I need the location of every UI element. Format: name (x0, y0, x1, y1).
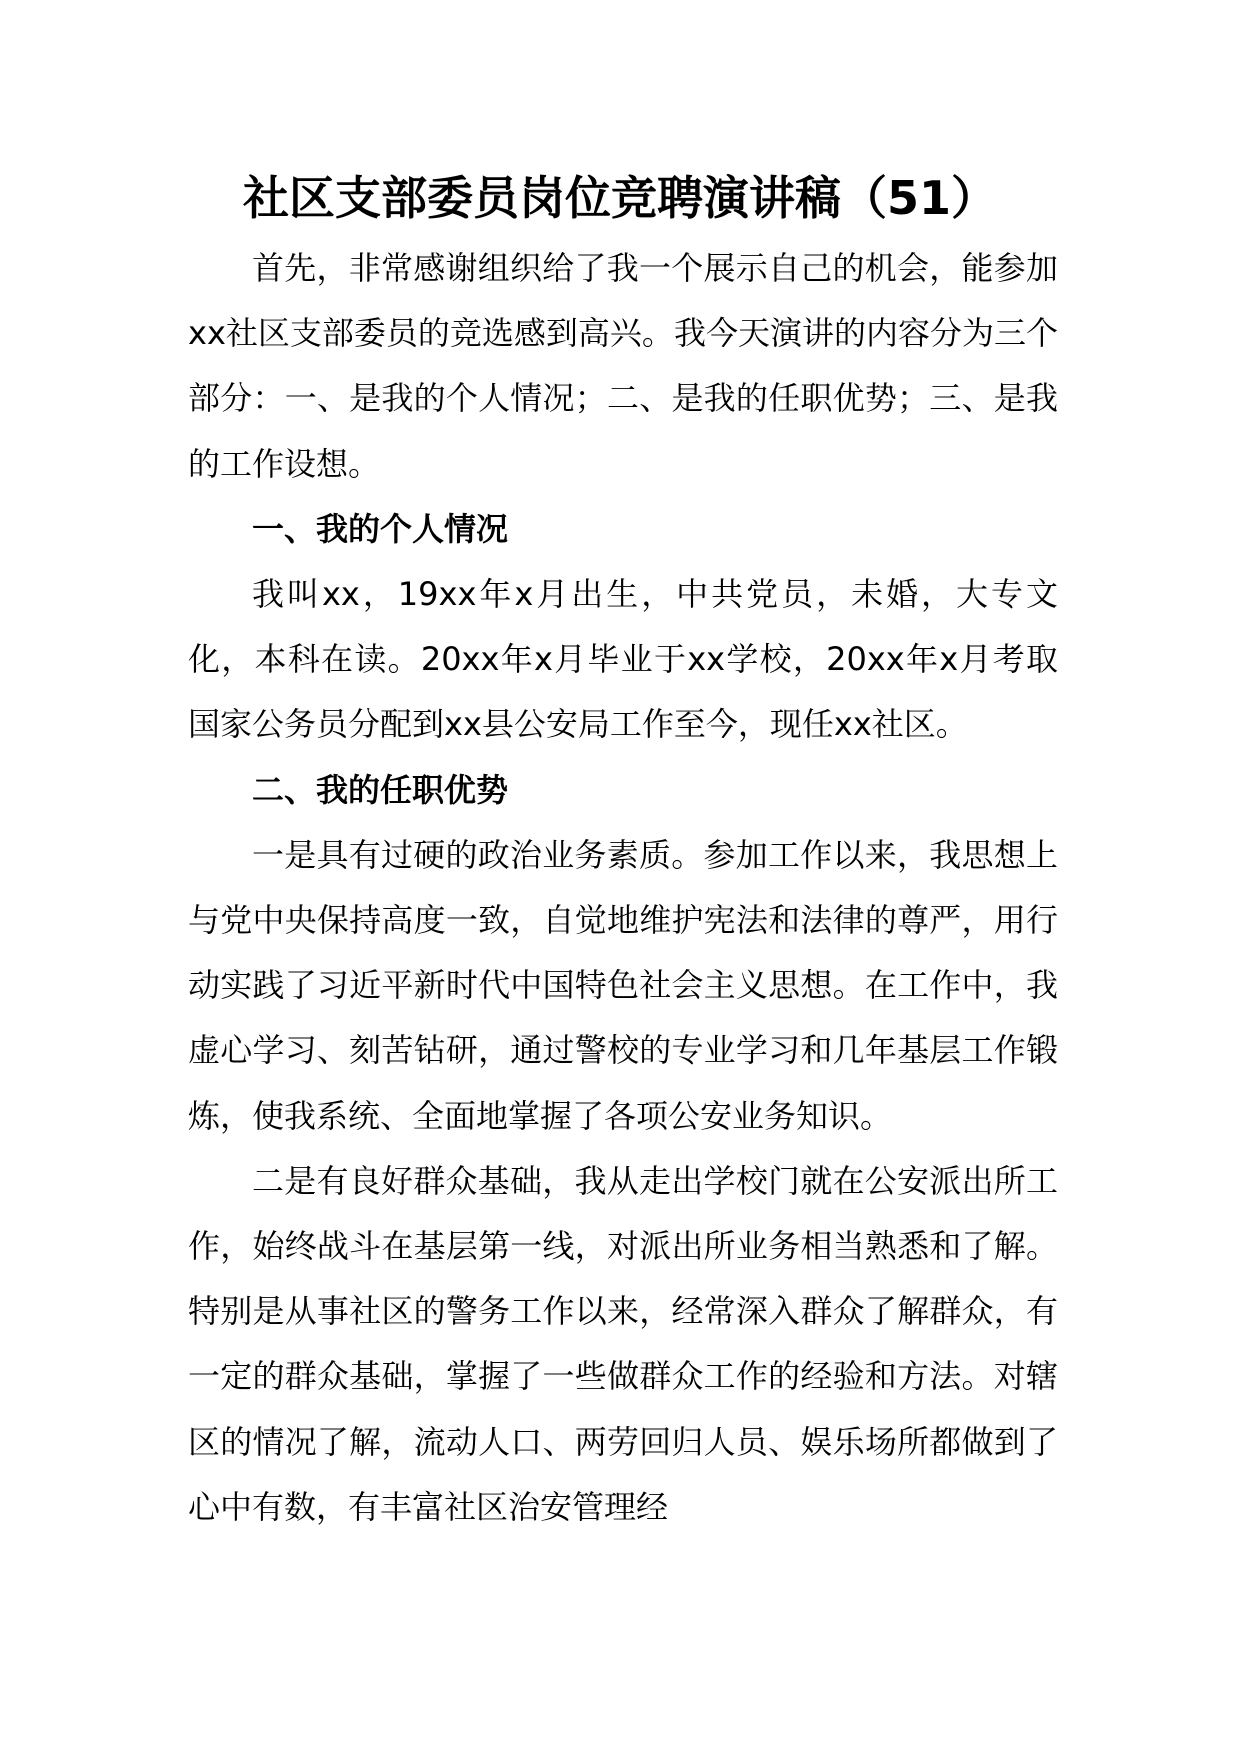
document-title: 社区支部委员岗位竞聘演讲稿（51） (242, 171, 997, 225)
document-body (188, 236, 1058, 1540)
advantage-paragraph-community: 二是有良好群众基础，我从走出学校门就在公安派出所工作，始终战斗在基层第一线，对派出所业务相当熟悉和了解。特别是从事社区的警务工作以来，经常深入群众了解群众，有一定的群众基础，掌握了一些做群众工作的经验和方法。对辖区的情况了解，流动人口、两劳回归人员、娱乐场所都做到了心中有数，有丰富社区治安管理经 (188, 1161, 1058, 1526)
intro-paragraph: 首先，非常感谢组织给了我一个展示自己的机会，能参加xx社区支部委员的竞选感到高兴。我今天演讲的内容分为三个部分：一、是我的个人情况；二、是我的任职优势；三、是我的工作设想。 (188, 249, 1058, 483)
advantage-paragraph-political: 一是具有过硬的政治业务素质。参加工作以来，我思想上与党中央保持高度一致，自觉地维护宪法和法律的尊严，用行动实践了习近平新时代中国特色社会主义思想。在工作中，我虚心学习、刻苦钻研，通过警校的专业学习和几年基层工作锻炼，使我系统、全面地掌握了各项公安业务知识。 (188, 835, 1058, 1135)
section-heading-personal: 一、我的个人情况 (252, 509, 509, 548)
personal-info-paragraph: 我叫xx，19xx年x月出生，中共党员，未婚，大专文化，本科在读。20xx年x月毕业于xx学校，20xx年x月考取国家公务员分配到xx县公安局工作至今，现任xx社区。 (188, 575, 1058, 744)
section-heading-advantages: 二、我的任职优势 (252, 770, 509, 809)
